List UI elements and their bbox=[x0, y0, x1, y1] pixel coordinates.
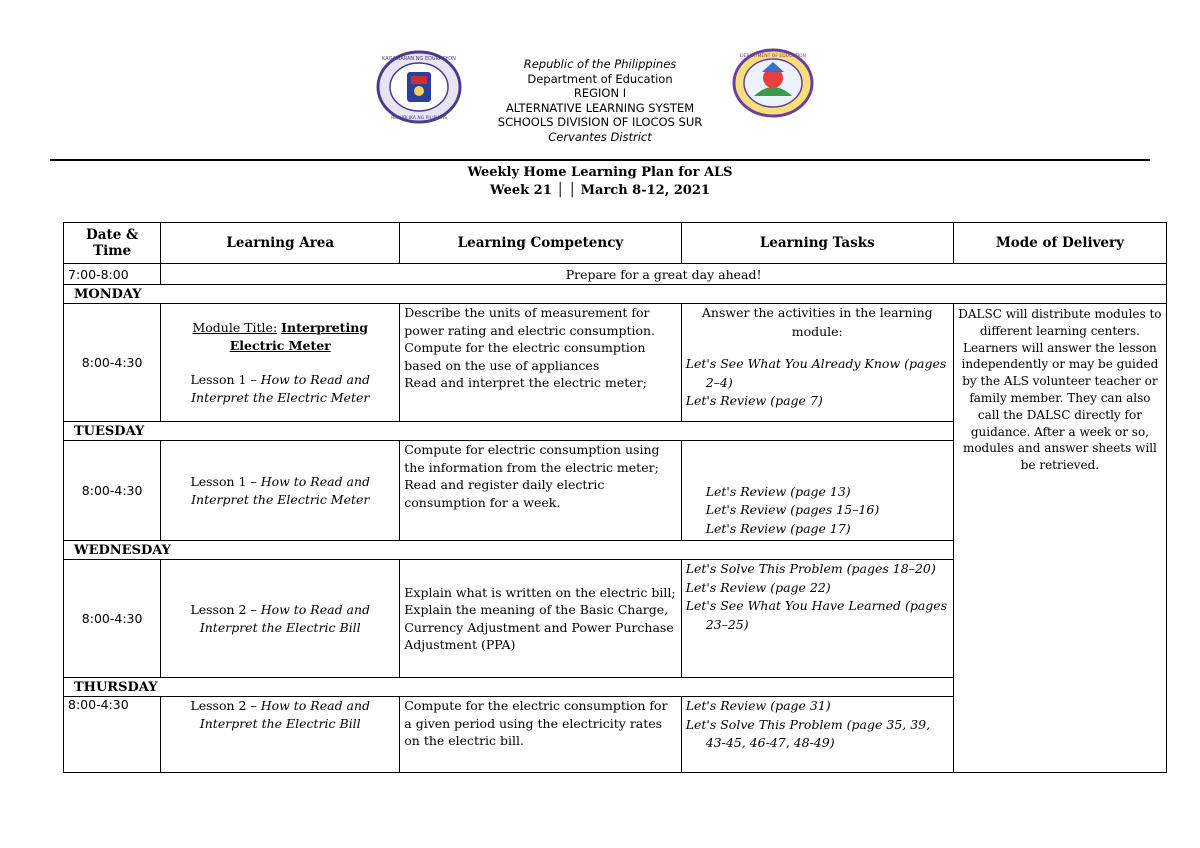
week-separator: │ │ bbox=[556, 183, 577, 198]
competency-item: Explain the meaning of the Basic Charge, Currency Adjustment and Power Purchase Adjustment (PPA) bbox=[404, 602, 674, 652]
tuesday-tasks bbox=[681, 441, 953, 541]
module-title-label: Module Title: bbox=[192, 319, 278, 335]
svg-text:REPUBLIKA NG PILIPINAS: REPUBLIKA NG PILIPINAS bbox=[391, 116, 447, 121]
day-label-monday: MONDAY bbox=[64, 285, 1167, 304]
plan-title bbox=[0, 164, 1200, 200]
table-row-monday bbox=[64, 304, 1167, 422]
module-title-value: Interpreting Electric Meter bbox=[229, 319, 369, 353]
wednesday-competency bbox=[400, 560, 681, 678]
wednesday-tasks bbox=[681, 560, 953, 678]
monday-tasks bbox=[681, 304, 953, 422]
day-label-tuesday: TUESDAY bbox=[64, 422, 954, 441]
thursday-competency bbox=[400, 697, 681, 773]
lesson-prefix: Lesson 1 – bbox=[190, 473, 257, 489]
competency-item: Describe the units of measurement for power rating and electric consumption. bbox=[404, 305, 656, 338]
lesson-title: How to Read and Interpret the Electric Bill bbox=[199, 601, 371, 635]
tuesday-learning-area bbox=[161, 441, 400, 541]
competency-item: Compute for the electric consumption based on the use of appliances bbox=[404, 340, 646, 373]
plan-title-week-line bbox=[0, 182, 1200, 200]
header-line-region: REGION I bbox=[573, 86, 627, 100]
header-line-republic: Republic of the Philippines bbox=[523, 57, 677, 71]
document-header bbox=[0, 48, 1200, 160]
monday-learning-area bbox=[161, 304, 400, 422]
task-item: Let's Review (page 17) bbox=[705, 520, 851, 536]
table-header-row bbox=[64, 223, 1167, 264]
task-item: Let's Solve This Problem (page 35, 39, 43-45, 46-47, 48-49) bbox=[685, 716, 931, 750]
task-item: Let's Review (page 13) bbox=[705, 483, 851, 499]
thursday-time: 8:00-4:30 bbox=[64, 697, 161, 773]
competency-item: Read and interpret the electric meter; bbox=[404, 375, 647, 390]
header-learning-area: Learning Area bbox=[161, 223, 400, 264]
header-line-division: SCHOOLS DIVISION OF ILOCOS SUR bbox=[497, 115, 703, 129]
header-divider bbox=[50, 159, 1150, 161]
monday-lesson bbox=[165, 371, 395, 407]
svg-text:DEPARTMENT OF EDUCATION: DEPARTMENT OF EDUCATION bbox=[740, 54, 806, 59]
table-row-prepare bbox=[64, 264, 1167, 285]
table-row-day-monday bbox=[64, 285, 1167, 304]
header-line-als: ALTERNATIVE LEARNING SYSTEM bbox=[505, 100, 695, 115]
task-item: Let's Review (page 22) bbox=[685, 579, 831, 595]
deped-ls-seal-logo bbox=[732, 48, 814, 118]
monday-time: 8:00-4:30 bbox=[64, 304, 161, 422]
week-number: Week 21 bbox=[490, 183, 552, 198]
learning-plan-table bbox=[63, 222, 1167, 773]
monday-competency bbox=[400, 304, 681, 422]
monday-module-title bbox=[165, 319, 395, 355]
lesson-title: How to Read and Interpret the Electric Meter bbox=[191, 473, 371, 507]
competency-item: Read and register daily electric consumption for a week. bbox=[404, 477, 605, 510]
lesson-prefix: Lesson 1 – bbox=[190, 371, 257, 387]
task-item: Let's See What You Have Learned (pages 23–25) bbox=[685, 598, 948, 632]
header-mode-of-delivery: Mode of Delivery bbox=[953, 223, 1166, 264]
competency-item: Compute for electric consumption using the information from the electric meter; bbox=[404, 442, 660, 475]
day-label-wednesday: WEDNESDAY bbox=[64, 541, 954, 560]
week-dates: March 8-12, 2021 bbox=[580, 183, 710, 198]
task-item: Let's Review (page 31) bbox=[685, 698, 831, 713]
tuesday-time: 8:00-4:30 bbox=[64, 441, 161, 541]
header-line-deped: Department of Education bbox=[527, 71, 673, 86]
task-item: Let's Solve This Problem (pages 18–20) bbox=[685, 561, 936, 576]
task-item: Let's Review (pages 15–16) bbox=[705, 502, 880, 517]
header-learning-tasks: Learning Tasks bbox=[681, 223, 953, 264]
competency-item: Compute for the electric consumption for a given period using the electricity rates on the electric bill. bbox=[404, 698, 668, 748]
lesson-title: How to Read and Interpret the Electric Meter bbox=[191, 371, 371, 405]
thursday-learning-area bbox=[161, 697, 400, 773]
thursday-tasks bbox=[681, 697, 953, 773]
wednesday-learning-area bbox=[161, 560, 400, 678]
prepare-text: Prepare for a great day ahead! bbox=[161, 264, 1167, 285]
header-line-district: Cervantes District bbox=[548, 129, 652, 144]
task-item: Let's Review (page 7) bbox=[685, 393, 823, 408]
tuesday-competency bbox=[400, 441, 681, 541]
lesson-prefix: Lesson 2 – bbox=[190, 601, 257, 617]
header-date-time: Date & Time bbox=[64, 223, 161, 264]
lesson-prefix: Lesson 2 – bbox=[190, 698, 257, 713]
task-item: Let's See What You Already Know (pages 2–4) bbox=[685, 356, 947, 390]
svg-text:KAGAWARAN NG EDUKASYON: KAGAWARAN NG EDUKASYON bbox=[382, 56, 456, 62]
competency-item: Explain what is written on the electric bill; bbox=[404, 584, 676, 600]
lesson-title: How to Read and Interpret the Electric Bill bbox=[199, 698, 371, 731]
tasks-intro: Answer the activities in the learning module: bbox=[701, 305, 933, 339]
prepare-time: 7:00-8:00 bbox=[64, 264, 161, 285]
header-learning-competency: Learning Competency bbox=[400, 223, 681, 264]
agency-header-text bbox=[440, 57, 760, 144]
wednesday-time: 8:00-4:30 bbox=[64, 560, 161, 678]
day-label-thursday: THURSDAY bbox=[64, 678, 954, 697]
mode-of-delivery: DALSC will distribute modules to different learning centers. Learners will answer the lesson independently or may be guided by the ALS volunteer teacher or family member. They can also call the DALSC directly for guidance. After a week or so, modules and answer sheets will be retrieved. bbox=[953, 304, 1166, 773]
plan-title-main: Weekly Home Learning Plan for ALS bbox=[467, 165, 733, 180]
